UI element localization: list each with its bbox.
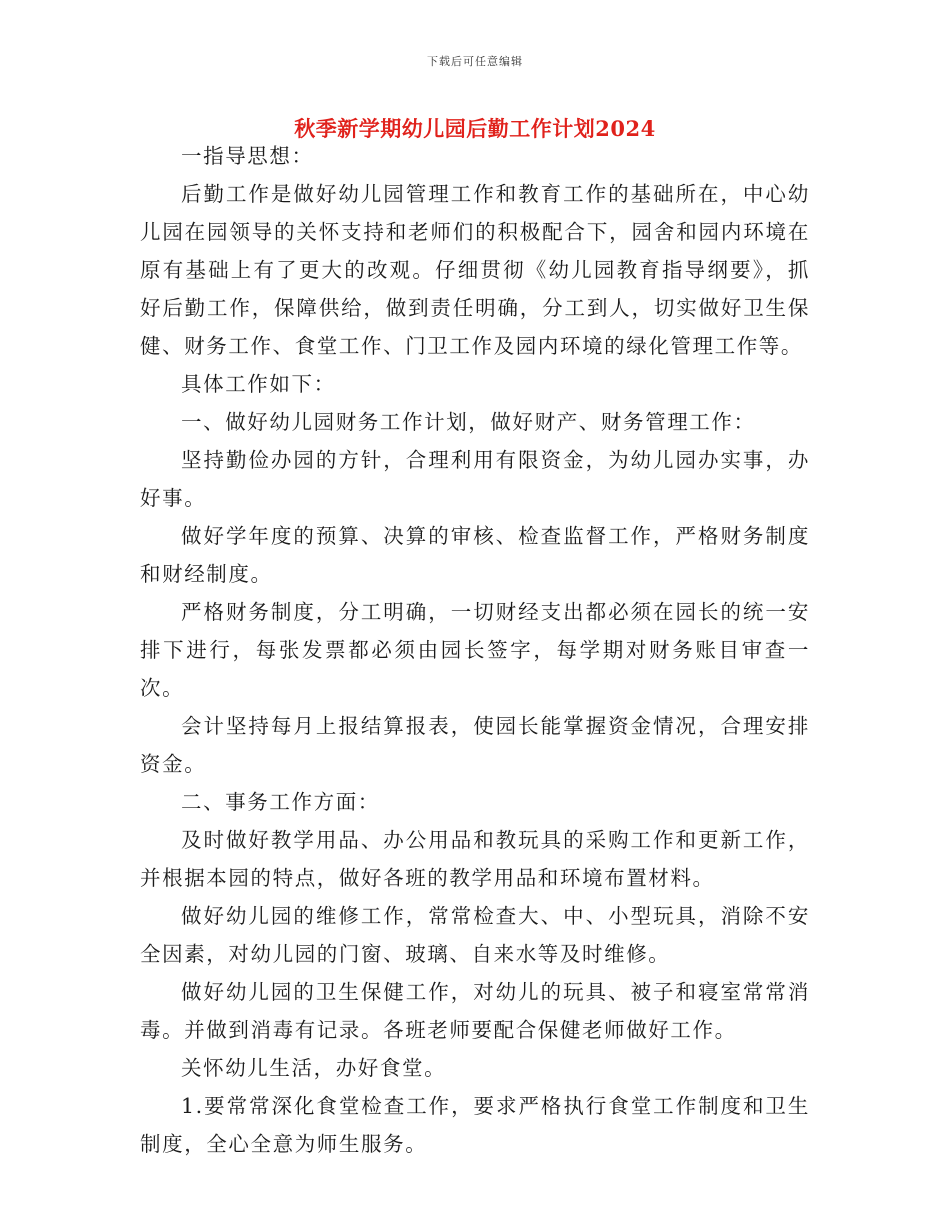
section-heading-affairs: 二、事务工作方面： xyxy=(181,790,380,814)
paragraph: 关怀幼儿生活，办好食堂。 xyxy=(181,1056,447,1080)
header-note: 下载后可任意编辑 xyxy=(427,55,523,68)
section-heading-finance: 一、做好幼儿园财务工作计划，做好财产、财务管理工作： xyxy=(181,410,756,434)
heading-guiding-ideology: 一指导思想： xyxy=(181,144,314,168)
document-body xyxy=(140,137,810,1163)
paragraph: 1.要常常深化食堂检查工作，要求严格执行食堂工作制度和卫生制度，全心全意为师生服务。 xyxy=(140,1094,810,1156)
paragraph: 做好幼儿园的卫生保健工作，对幼儿的玩具、被子和寝室常常消毒。并做到消毒有记录。各班老师要配合保健老师做好工作。 xyxy=(140,980,810,1042)
paragraph: 后勤工作是做好幼儿园管理工作和教育工作的基础所在，中心幼儿园在园领导的关怀支持和老师们的积极配合下，园舍和园内环境在原有基础上有了更大的改观。仔细贯彻《幼儿园教育指导纲要》，抓好后勤工作，保障供给，做到责任明确，分工到人，切实做好卫生保健、财务工作、食堂工作、门卫工作及园内环境的绿化管理工作等。 xyxy=(140,182,810,358)
document-title: 秋季新学期幼儿园后勤工作计划2024 xyxy=(294,116,656,141)
paragraph: 坚持勤俭办园的方针，合理利用有限资金，为幼儿园办实事，办好事。 xyxy=(140,448,810,510)
paragraph: 严格财务制度，分工明确，一切财经支出都必须在园长的统一安排下进行，每张发票都必须由园长签字，每学期对财务账目审查一次。 xyxy=(140,600,810,700)
paragraph: 及时做好教学用品、办公用品和教玩具的采购工作和更新工作，并根据本园的特点，做好各班的教学用品和环境布置材料。 xyxy=(140,828,810,890)
paragraph: 具体工作如下： xyxy=(181,372,336,396)
paragraph: 会计坚持每月上报结算报表，使园长能掌握资金情况，合理安排资金。 xyxy=(140,714,810,776)
paragraph: 做好学年度的预算、决算的审核、检查监督工作，严格财务制度和财经制度。 xyxy=(140,524,810,586)
paragraph: 做好幼儿园的维修工作，常常检查大、中、小型玩具，消除不安全因素，对幼儿园的门窗、玻璃、自来水等及时维修。 xyxy=(140,904,810,966)
